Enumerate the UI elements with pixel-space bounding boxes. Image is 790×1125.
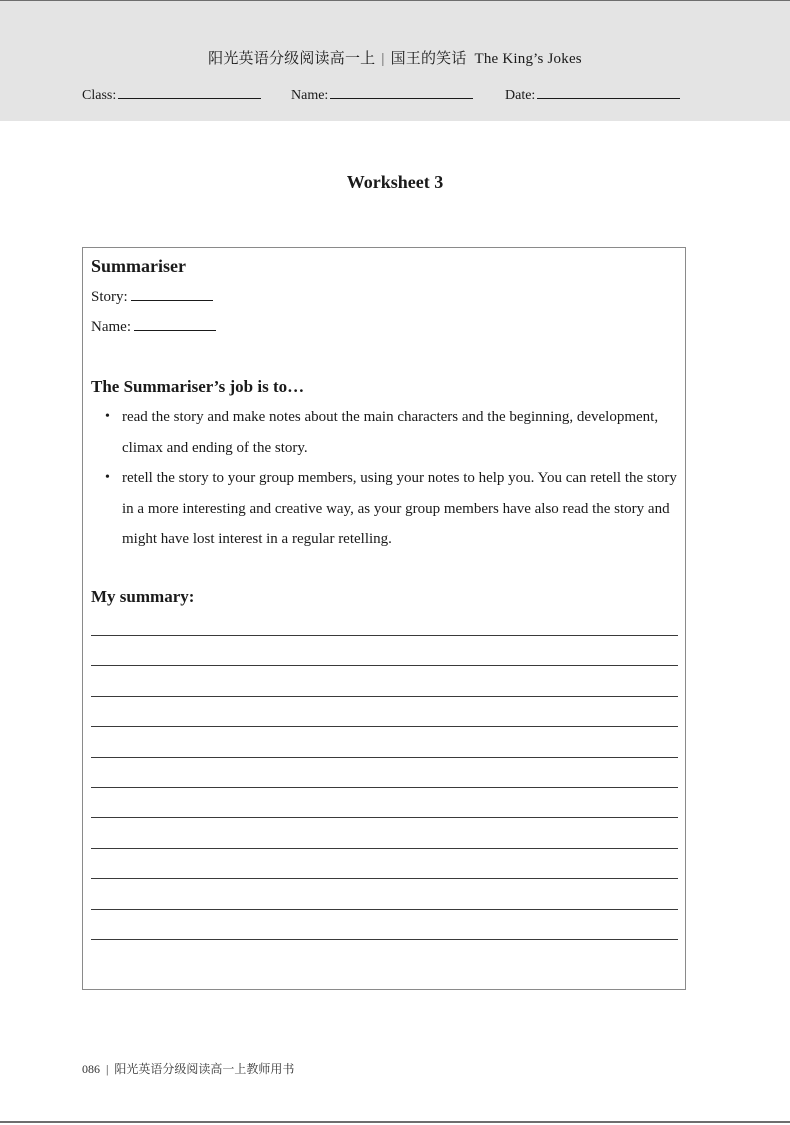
story-blank[interactable] <box>131 288 213 301</box>
job-list <box>105 402 677 555</box>
date-field[interactable] <box>505 86 680 104</box>
writing-line[interactable] <box>91 787 678 788</box>
class-field[interactable] <box>82 86 261 104</box>
list-item <box>105 463 677 555</box>
story-label: Story: <box>91 289 128 305</box>
writing-line[interactable] <box>91 939 678 940</box>
writing-line[interactable] <box>91 878 678 879</box>
page-header <box>0 1 790 121</box>
header-title <box>0 47 790 68</box>
date-blank[interactable] <box>537 86 680 99</box>
writing-line[interactable] <box>91 696 678 697</box>
summariser-card <box>82 247 686 990</box>
footer-separator: | <box>106 1062 109 1076</box>
bullet-text: read the story and make notes about the main characters and the beginning, development, climax and ending of the story. <box>122 409 659 456</box>
book-title: 阳光英语分级阅读高一上 <box>208 51 376 67</box>
worksheet-title: Worksheet 3 <box>346 172 444 192</box>
summary-heading: My summary: <box>91 587 195 606</box>
bullet-icon: • <box>105 470 110 485</box>
name-blank[interactable] <box>330 86 473 99</box>
card-name-blank[interactable] <box>134 318 216 331</box>
card-name-field[interactable] <box>91 318 216 336</box>
list-item <box>105 402 677 463</box>
writing-line[interactable] <box>91 757 678 758</box>
writing-line[interactable] <box>91 665 678 666</box>
card-name-label: Name: <box>91 319 131 335</box>
story-title-en: The King’s Jokes <box>474 51 582 67</box>
story-field[interactable] <box>91 288 213 306</box>
page-footer <box>82 1060 294 1077</box>
class-label: Class: <box>82 88 117 103</box>
writing-line[interactable] <box>91 635 678 636</box>
job-heading: The Summariser’s job is to… <box>91 377 305 396</box>
writing-line[interactable] <box>91 909 678 910</box>
writing-line[interactable] <box>91 848 678 849</box>
class-blank[interactable] <box>118 86 261 99</box>
name-label: Name: <box>291 88 329 103</box>
bullet-icon: • <box>105 409 110 424</box>
header-separator: | <box>381 51 385 67</box>
name-field[interactable] <box>291 86 473 104</box>
bullet-text: retell the story to your group members, using your notes to help you. You can retell the story in a more interesting and creative way, as your group members have also read the story and might have lost interest in a regular retelling. <box>122 470 677 547</box>
page-number: 086 <box>82 1062 100 1076</box>
writing-line[interactable] <box>91 726 678 727</box>
story-title-cn: 国王的笑话 <box>390 51 467 67</box>
role-title: Summariser <box>91 256 186 276</box>
writing-line[interactable] <box>91 817 678 818</box>
footer-book-title: 阳光英语分级阅读高一上教师用书 <box>114 1062 295 1076</box>
bottom-border <box>0 1121 790 1123</box>
date-label: Date: <box>505 88 536 103</box>
